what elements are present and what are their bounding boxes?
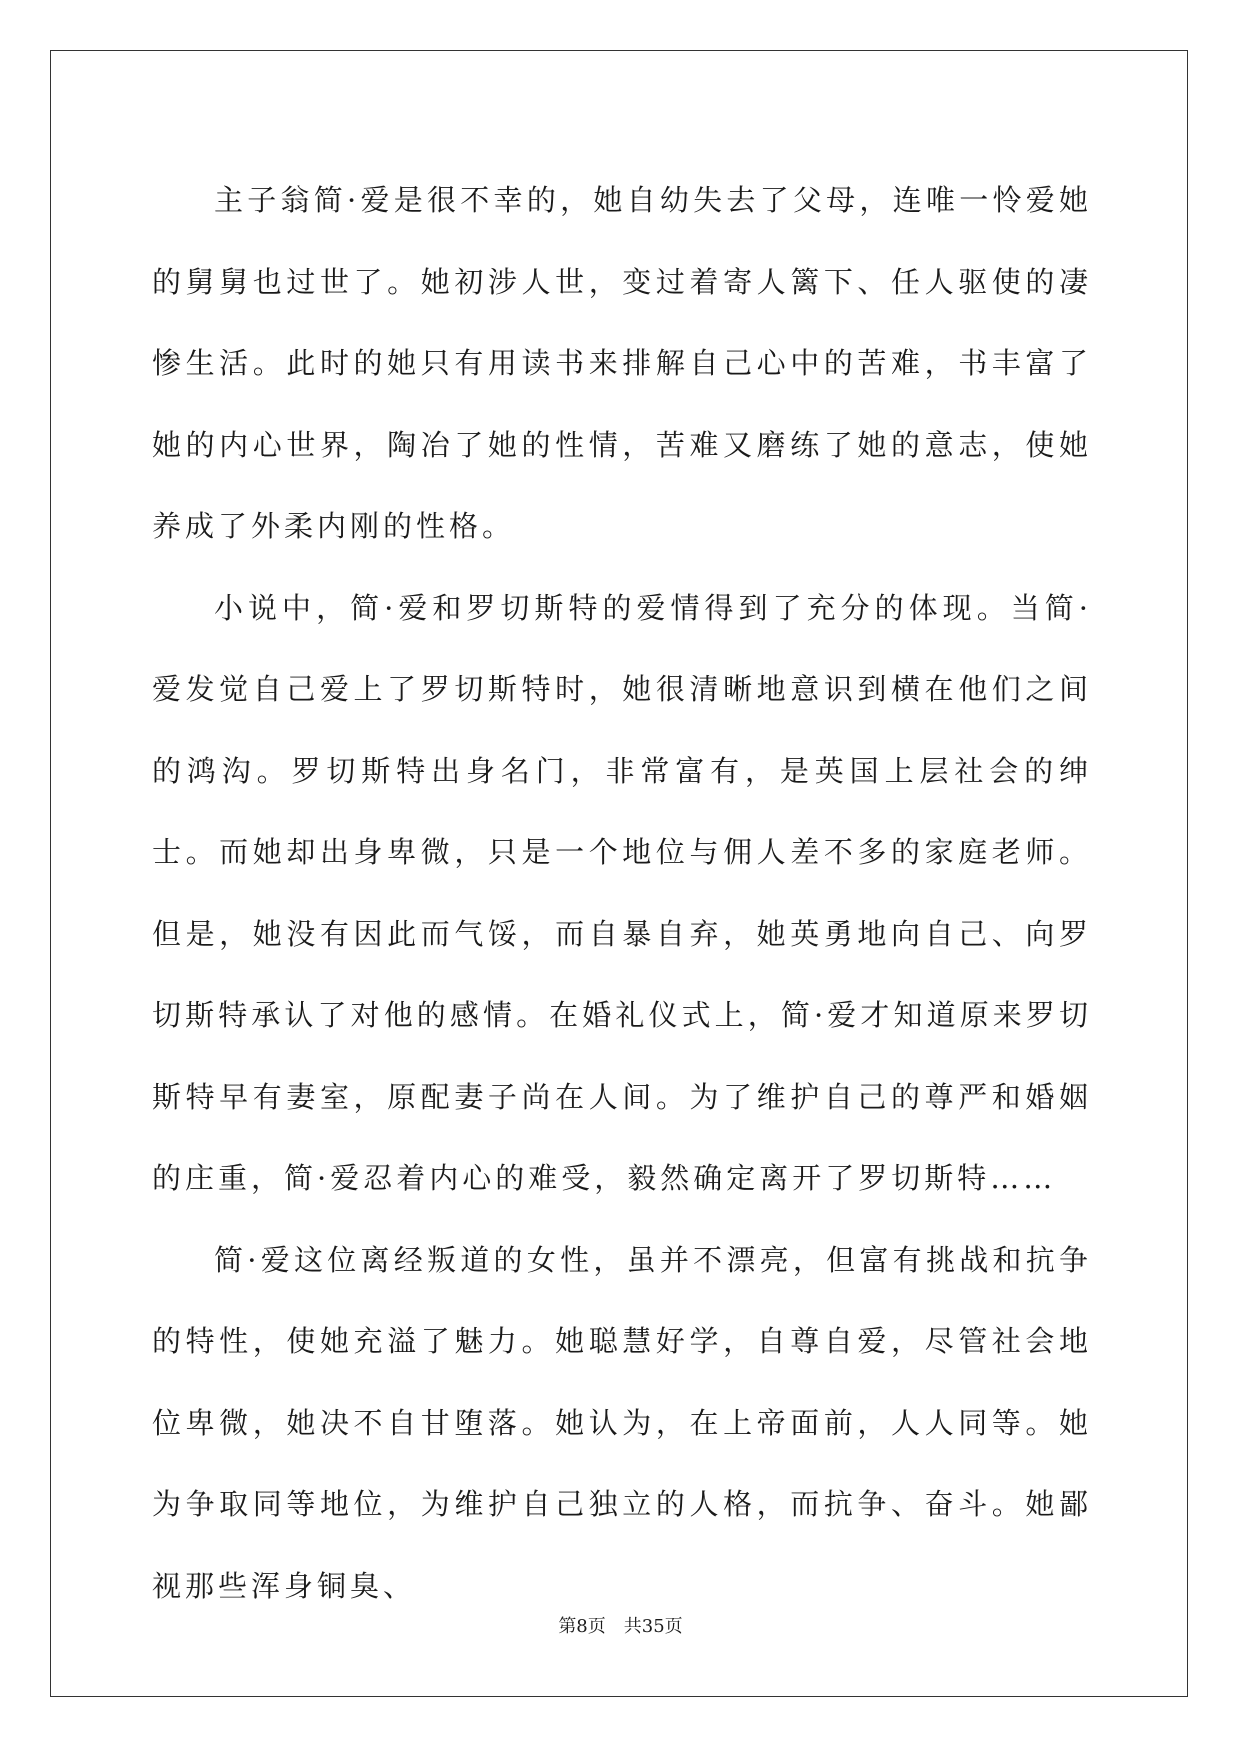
- page-footer: [0, 1612, 1241, 1638]
- paragraph-2: 小说中，简·爱和罗切斯特的爱情得到了充分的体现。当简·爱发觉自己爱上了罗切斯特时，她很清晰地意识到横在他们之间的鸿沟。罗切斯特出身名门，非常富有，是英国上层社会的绅士。而她却出身卑微，只是一个地位与佣人差不多的家庭老师。但是，她没有因此而气馁，而自暴自弃，她英勇地向自己、向罗切斯特承认了对他的感情。在婚礼仪式上，简·爱才知道原来罗切斯特早有妻室，原配妻子尚在人间。为了维护自己的尊严和婚姻的庄重，简·爱忍着内心的难受，毅然确定离开了罗切斯特……: [152, 590, 1092, 1195]
- paragraph-3: 简·爱这位离经叛道的女性，虽并不漂亮，但富有挑战和抗争的特性，使她充溢了魅力。她聪慧好学，自尊自爱，尽管社会地位卑微，她决不自甘堕落。她认为，在上帝面前，人人同等。她为争取同等地位，为维护自己独立的人格，而抗争、奋斗。她鄙视那些浑身铜臭、: [152, 1242, 1092, 1603]
- page-total: 共35页: [623, 1616, 683, 1637]
- document-body: [152, 160, 1092, 1627]
- paragraph-1: 主子翁简·爱是很不幸的，她自幼失去了父母，连唯一怜爱她的舅舅也过世了。她初涉人世，变过着寄人篱下、任人驱使的凄惨生活。此时的她只有用读书来排解自己心中的苦难，书丰富了她的内心世界，陶冶了她的性情，苦难又磨练了她的意志，使她养成了外柔内刚的性格。: [152, 183, 1092, 543]
- page-number: 第8页: [558, 1616, 606, 1637]
